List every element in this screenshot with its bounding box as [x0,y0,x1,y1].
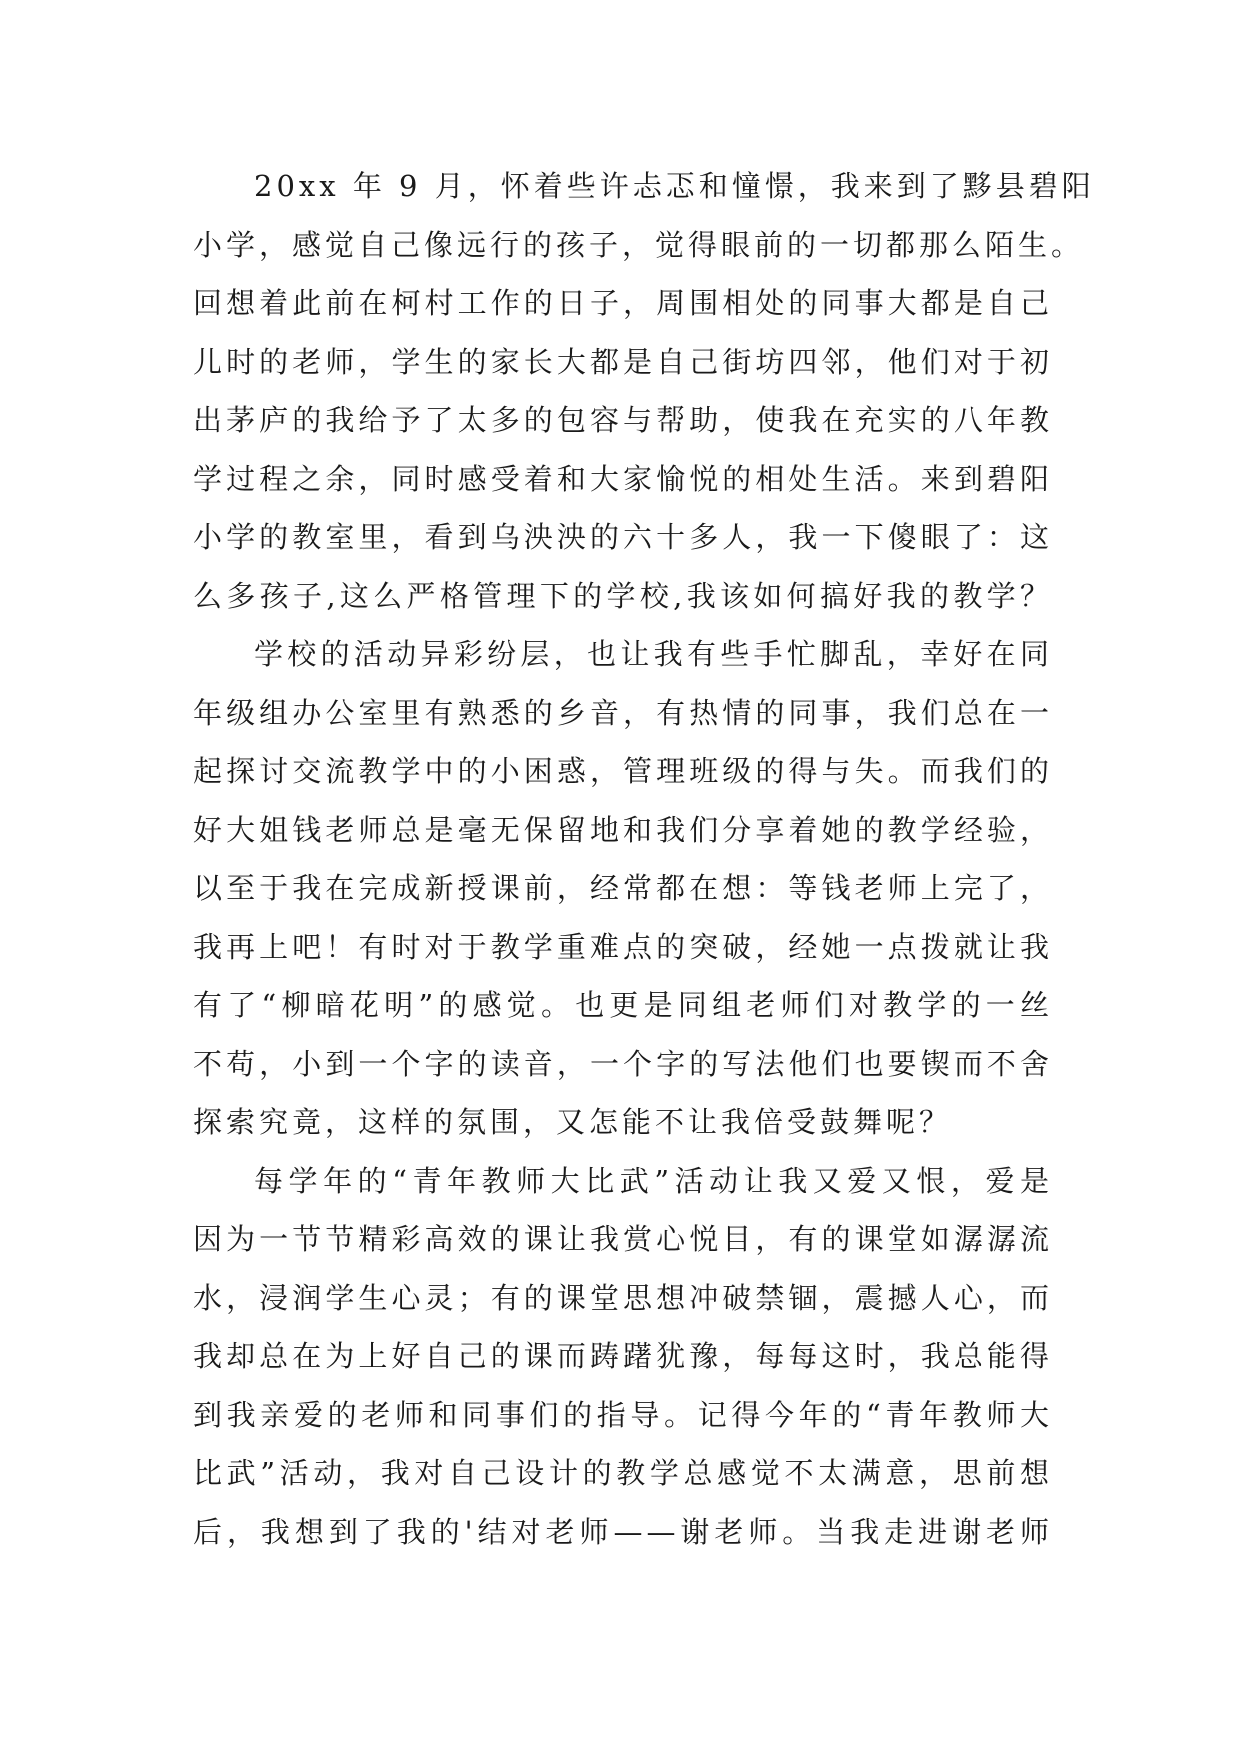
text-line: 比武”活动，我对自己设计的教学总感觉不太满意，思前想 [193,1456,1053,1490]
text-line: 每学年的“青年教师大比武”活动让我又爱又恨，爱是 [254,1163,1053,1198]
text-line: 有了“柳暗花明”的感觉。也更是同组老师们对教学的一丝 [193,988,1053,1022]
body-text [193,157,1095,1561]
text-line: 小学，感觉自己像远行的孩子，觉得眼前的一切都那么陌生。 [193,227,1085,262]
text-line: 回想着此前在柯村工作的日子，周围相处的同事大都是自己 [193,286,1053,320]
text-line: 到我亲爱的老师和同事们的指导。记得今年的“青年教师大 [193,1397,1053,1432]
text-line: 我却总在为上好自己的课而踌躇犹豫，每每这时，我总能得 [193,1339,1053,1373]
text-line: 么多孩子,这么严格管理下的学校,我该如何搞好我的教学？ [193,578,1053,613]
text-line: 年级组办公室里有熟悉的乡音，有热情的同事，我们总在一 [193,695,1053,730]
text-line: 探索究竟，这样的氛围，又怎能不让我倍受鼓舞呢？ [193,1105,953,1139]
text-line: 因为一节节精彩高效的课让我赏心悦目，有的课堂如潺潺流 [193,1222,1053,1256]
text-line: 出茅庐的我给予了太多的包容与帮助，使我在充实的八年教 [193,403,1053,437]
text-line: 不苟，小到一个字的读音，一个字的写法他们也要锲而不舍 [193,1046,1053,1081]
text-line: 后，我想到了我的'结对老师——谢老师。当我走进谢老师 [193,1514,1053,1549]
text-line: 学过程之余，同时感受着和大家愉悦的相处生活。来到碧阳 [193,461,1053,496]
text-line: 水，浸润学生心灵；有的课堂思想冲破禁锢，震撼人心，而 [193,1280,1053,1315]
text-line: 儿时的老师，学生的家长大都是自己街坊四邻，他们对于初 [193,344,1053,379]
text-line: 以至于我在完成新授课前，经常都在想：等钱老师上完了， [193,871,1053,905]
text-line: 小学的教室里，看到乌泱泱的六十多人，我一下傻眼了：这 [193,520,1053,554]
text-line: 20xx 年 9 月，怀着些许忐忑和憧憬，我来到了黟县碧阳 [254,169,1095,203]
text-line: 我再上吧！有时对于教学重难点的突破，经她一点拨就让我 [193,929,1053,964]
text-line: 起探讨交流教学中的小困惑，管理班级的得与失。而我们的 [193,754,1053,788]
text-line: 好大姐钱老师总是毫无保留地和我们分享着她的教学经验， [193,812,1053,847]
text-line: 学校的活动异彩纷层，也让我有些手忙脚乱，幸好在同 [254,637,1053,671]
